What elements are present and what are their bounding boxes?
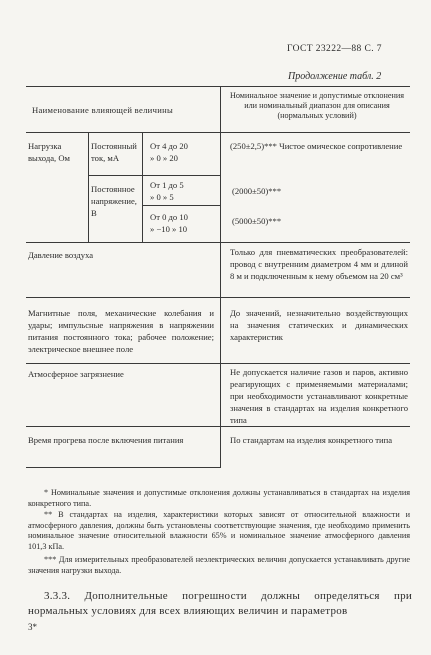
table-column-divider xyxy=(220,86,221,468)
load-subcolumn-divider xyxy=(88,132,89,242)
table-row-name: Магнитные поля, механические колебания и удары; импульсные напряжения в напряжении питания постоянного тока; рабочее положение; электрическое внешнее поле xyxy=(28,308,214,354)
body-paragraph: 3.3.3. Дополнительные погрешности должны определяться при нормальных условиях для всех влияющих величин и параметров xyxy=(28,590,412,617)
load-value-3: (5000±50)*** xyxy=(232,216,282,226)
current-label: Постоянный ток, мА xyxy=(91,141,137,163)
current-range-2: » 0 » 20 xyxy=(150,153,178,163)
current-range-1: От 4 до 20 xyxy=(150,141,188,151)
row-divider-2 xyxy=(26,297,410,298)
table-row-value: По стандартам на изделия конкретного типа xyxy=(230,435,393,445)
table-row-name: Давление воздуха xyxy=(28,250,94,260)
load-value-2: (2000±50)*** xyxy=(232,186,282,196)
current-voltage-divider xyxy=(88,175,220,176)
voltage-range-2: » 0 » 5 xyxy=(150,192,174,202)
load-value-1: (250±2,5)*** Чистое омическое сопротивление xyxy=(230,141,403,151)
row-divider-1 xyxy=(26,242,410,243)
column-header-value: Номинальное значение и допустимые отклонения или номинальный диапазон для описания (нормальных условий) xyxy=(229,91,405,121)
table-row-value: До значений, незначительно воздействующих на значения статических и динамических характеристик xyxy=(230,308,408,342)
footnote-1: * Номинальные значения и допустимые отклонения должны устанавливаться в стандартах на изделия конкретного типа. xyxy=(28,488,410,508)
voltage-label: Постоянное напряжение, В xyxy=(91,184,137,218)
table-header-rule xyxy=(26,132,410,133)
table-bottom-rule xyxy=(26,467,220,468)
table-continuation-label: Продолжение табл. 2 xyxy=(288,71,382,82)
sheet-signature: 3* xyxy=(28,622,37,632)
row-divider-4 xyxy=(26,426,410,427)
voltage-range-3: От 0 до 10 xyxy=(150,212,188,222)
table-row-value: Не допускается наличие газов и паров, активно реагирующих с применяемыми материалами; при необходимости устанавливают конкретные значения в стандартах на изделия конкретного типа xyxy=(230,367,408,425)
voltage-range-4: » −10 » 10 xyxy=(150,224,188,234)
footnote-3: *** Для измерительных преобразователей неэлектрических величин допускается устанавливать другие значения нагрузки выхода. xyxy=(28,555,410,575)
column-header-name: Наименование влияющей величины xyxy=(32,105,174,115)
page-reference: ГОСТ 23222—88 С. 7 xyxy=(287,44,382,54)
voltage-range-1: От 1 до 5 xyxy=(150,180,184,190)
range-subcolumn-divider xyxy=(142,132,143,242)
row-divider-3 xyxy=(26,363,410,364)
load-label: Нагрузка выхода, Ом xyxy=(28,141,70,163)
table-row-name: Атмосферное загрязнение xyxy=(28,369,124,379)
footnote-2: ** В стандартах на изделия, характеристики которых зависят от относительной влажности и атмосферного давления, должны быть установлены соответствующие значения, где необходимо применить номинальное значение относительной влажности 65% и номинальное значение атмосферного давления 101,3 кПа. xyxy=(28,510,410,551)
table-row-name: Время прогрева после включения питания xyxy=(28,435,184,445)
table-row-value: Только для пневматических преобразователей: провод с внутренним диаметром 4 мм и длиной 8 м и подключенным к нему объемом на 20 см³ xyxy=(230,247,408,281)
voltage-range-divider xyxy=(142,205,220,206)
table-top-rule xyxy=(26,86,410,87)
